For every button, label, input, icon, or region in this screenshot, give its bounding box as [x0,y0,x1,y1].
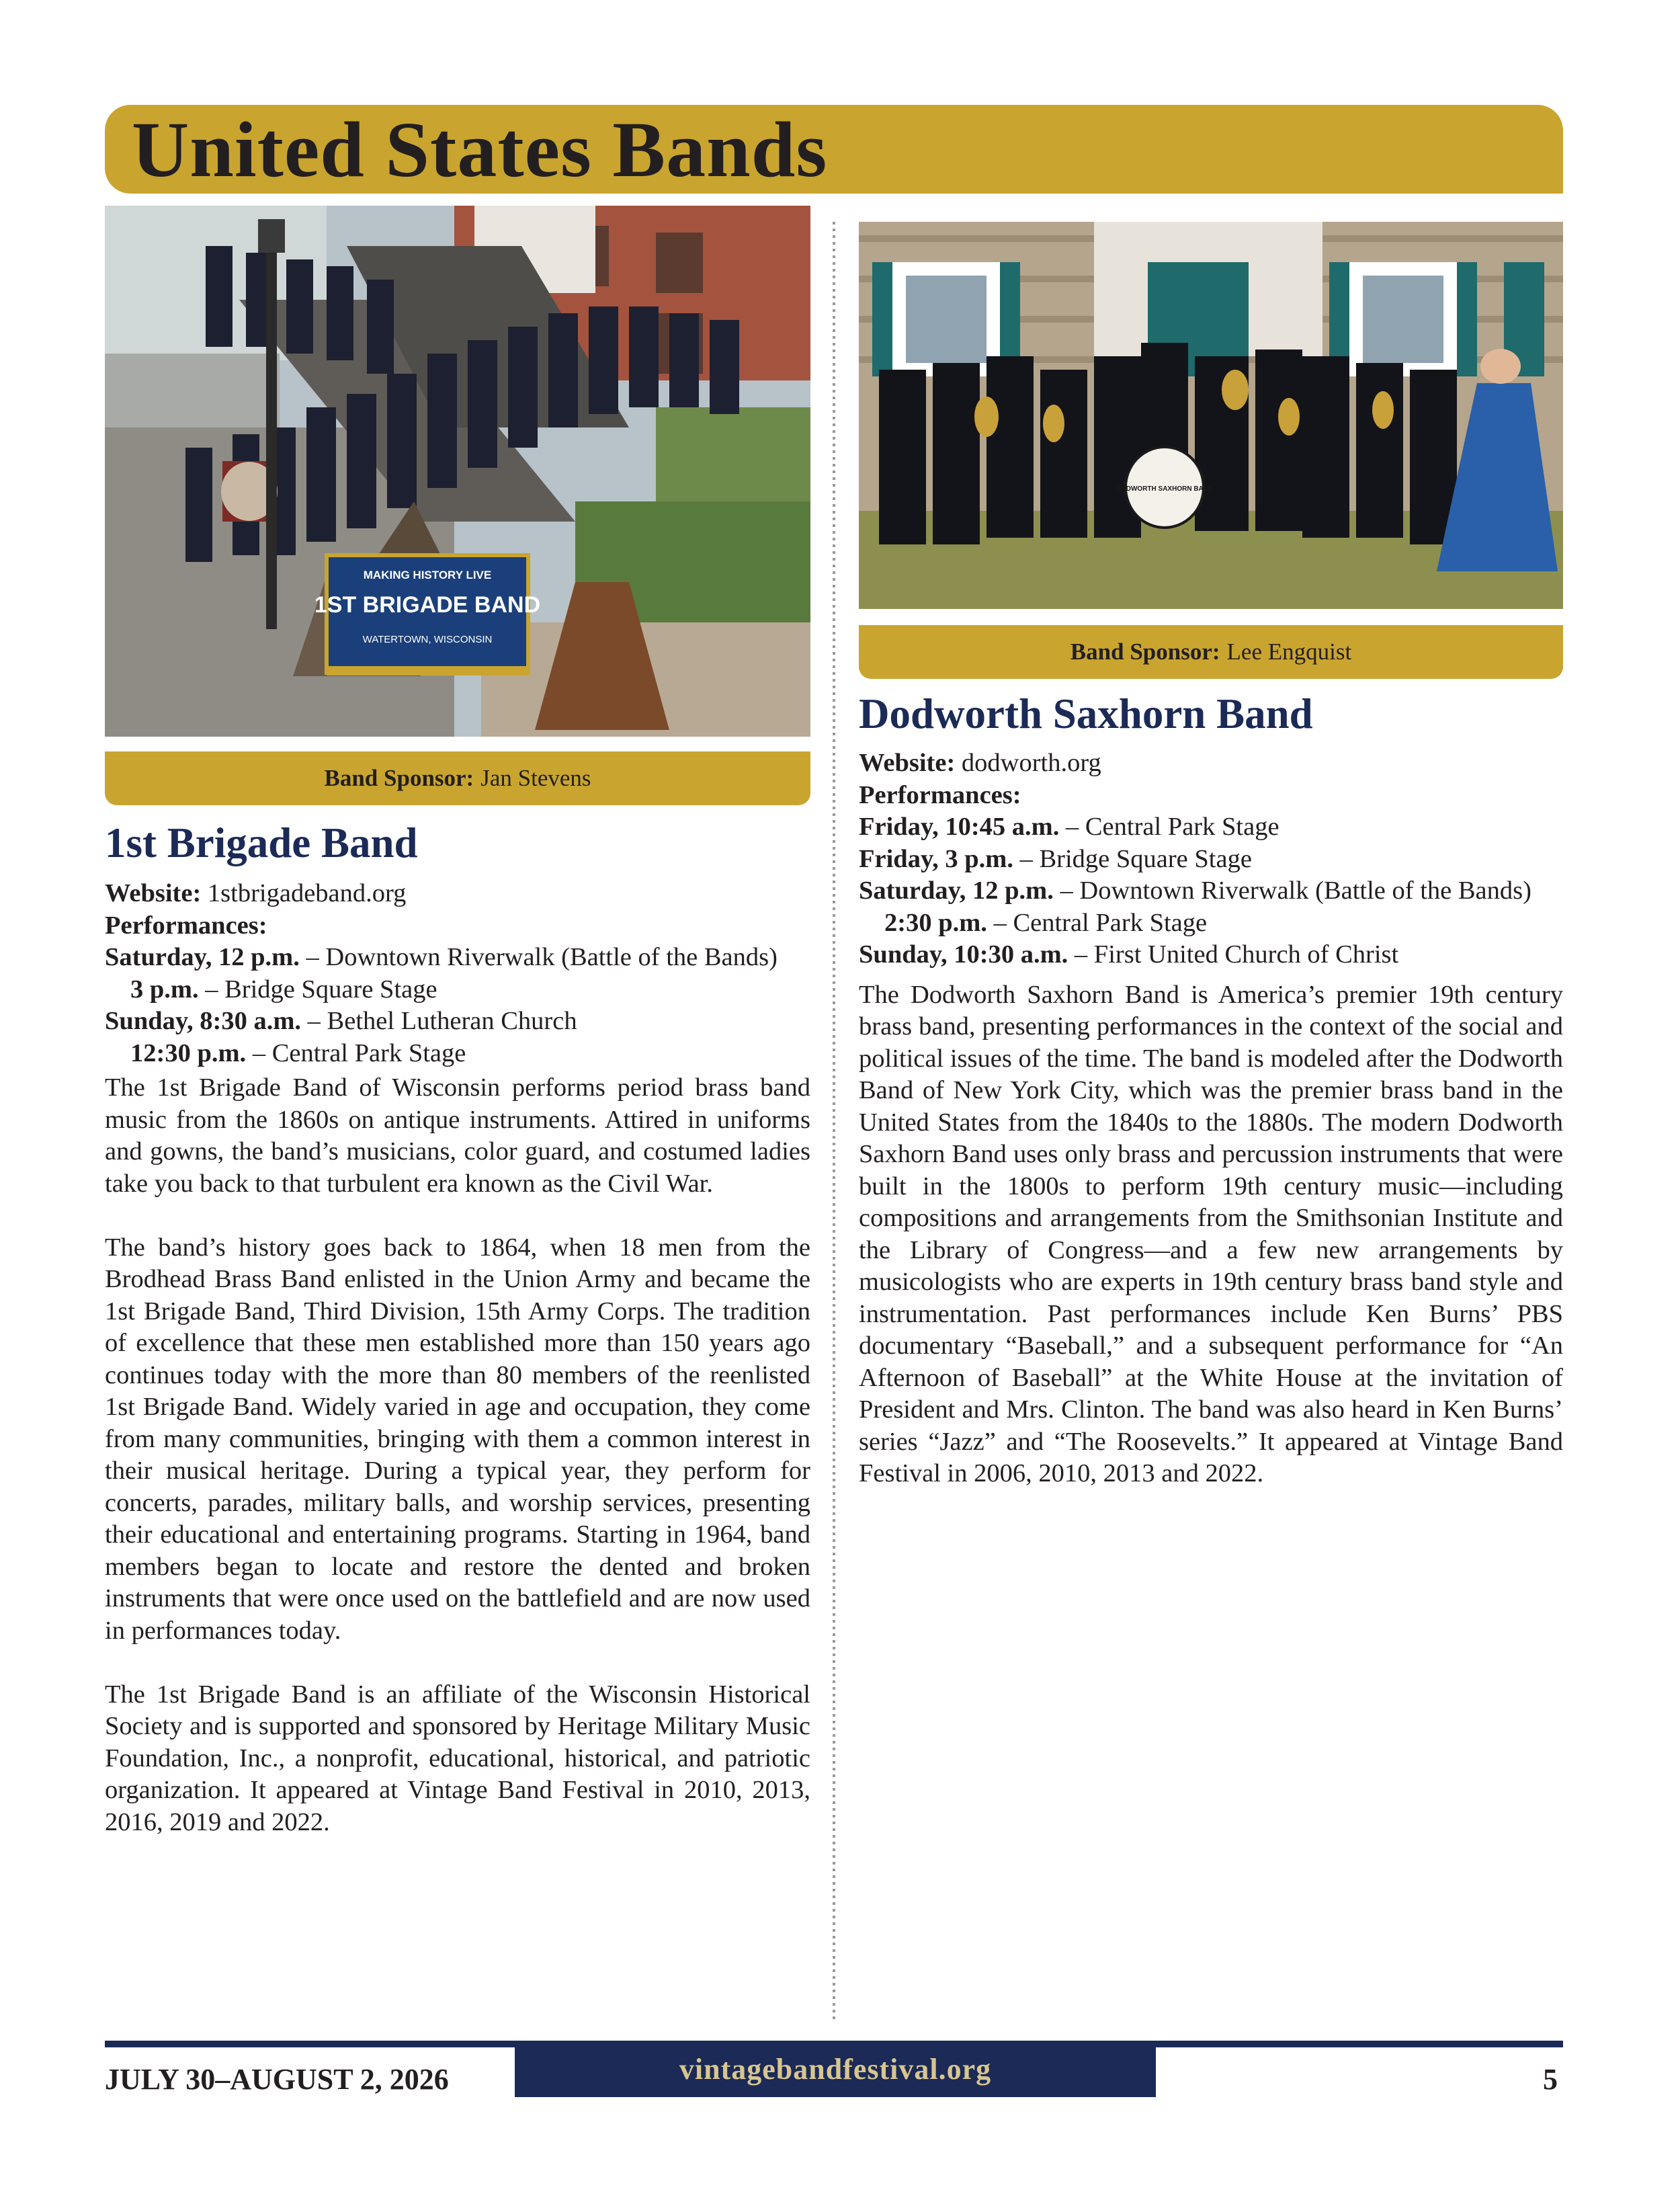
description-paragraph: The 1st Brigade Band is an affiliate of the Wisconsin Historical Society and is supported and sponsored by Heritage Military Music Foundation, Inc., a nonprofit, educational, historical, and patriotic organization. It appeared at Vintage Band Festival in 2010, 2013, 2016, 2019 and 2022. [105,1680,810,1836]
website-line [105,878,810,910]
sponsor-label: Band Sponsor: [324,765,474,791]
left-band-name: 1st Brigade Band [105,819,418,866]
performance-item: Friday, 3 p.m. – Bridge Square Stage [859,844,1252,873]
left-sponsor-bar [105,751,810,805]
description-paragraph: The band’s history goes back to 1864, when 18 men from the Brodhead Brass Band enlisted in the Union Army and became the 1st Brigade Band, Third Division, 15th Army Corps. The tradition of excellence that these men established more than 150 years ago continues today with the more than 80 members of the reenlisted 1st Brigade Band. Widely varied in age and occupation, they come from many communities, bringing with them a common interest in their musical heritage. During a typical year, they perform for concerts, parades, military balls, and worship services, presenting their educational and entertaining programs. Starting in 1964, band members began to locate and restore the dented and broken instruments that were once used on the battlefield and are now used in performances today. [105,1233,810,1645]
performance-item: Sunday, 8:30 a.m. – Bethel Lutheran Church [105,1007,577,1035]
performance-item: 3 p.m. – Bridge Square Stage [130,975,437,1004]
drum-text: DODWORTH SAXHORN BAND [1116,485,1214,493]
website-label: Website: [105,879,202,907]
performance-item: Friday, 10:45 a.m. – Central Park Stage [859,813,1279,841]
sponsor-label: Band Sponsor: [1070,639,1220,665]
performance-item: Saturday, 12 p.m. – Downtown Riverwalk (Battle of the Bands) [859,876,1531,905]
performance-item: Sunday, 10:30 a.m. – First United Church of Christ [859,940,1399,969]
performances-heading: Performances: [859,780,1021,809]
website-line [859,747,1563,780]
right-column-text [859,747,1563,1490]
website-link[interactable]: dodworth.org [961,749,1101,777]
right-sponsor-bar [859,625,1563,679]
website-link[interactable]: 1stbrigadeband.org [207,879,407,907]
sponsor-name: Jan Stevens [480,765,591,791]
page-title: United States Bands [132,106,828,194]
page-number: 5 [1543,2063,1558,2096]
right-band-name: Dodworth Saxhorn Band [859,690,1313,737]
footer-dates: JULY 30–AUGUST 2, 2026 [105,2063,449,2096]
performance-item: 2:30 p.m. – Central Park Stage [884,908,1208,937]
performances-heading: Performances: [105,911,267,940]
dodworth-band-photo [859,222,1563,609]
brigade-band-photo [105,206,810,737]
description-paragraph: The Dodworth Saxhorn Band is America’s premier 19th century brass band, presenting performances in the context of the social and political issues of the time. The band is modeled after the Dodworth Band of New York City, which was the premier brass band in the United States from the 1840s to the 1880s. The modern Dodworth Saxhorn Band uses only brass and percussion instruments that were built in the 1800s to perform 19th century music—including compositions and arrangements from the Smithsonian Institute and the Library of Congress—and a few new arrangements by musicologists who are experts in 19th century brass band style and instrumentation. Past performances include Ken Burns’ PBS documentary “Baseball,” and a subsequent performance for “An Afternoon of Baseball” at the White House at the invitation of President and Mrs. Clinton. The band was also heard in Ken Burns’ series “Jazz” and “The Roosevelts.” It appeared at Vintage Band Festival in 2006, 2010, 2013 and 2022. [859,980,1563,1487]
banner-bottom-text: WATERTOWN, WISCONSIN [362,634,493,645]
column-divider [829,222,839,2023]
performance-item: Saturday, 12 p.m. – Downtown Riverwalk (Battle of the Bands) [105,943,778,971]
website-label: Website: [859,749,956,777]
left-column-text [105,878,810,1838]
banner-main-text: 1ST BRIGADE BAND [314,592,541,618]
footer-website[interactable]: vintagebandfestival.org [515,2041,1156,2097]
description-paragraph: The 1st Brigade Band of Wisconsin performs period brass band music from the 1860s on antique instruments. Attired in uniforms and gowns, the band’s musicians, color guard, and costumed ladies take you back to that turbulent era known as the Civil War. [105,1073,810,1198]
performance-item: 12:30 p.m. – Central Park Stage [130,1038,466,1067]
sponsor-name: Lee Engquist [1226,639,1352,665]
banner-top-text: MAKING HISTORY LIVE [363,569,492,581]
